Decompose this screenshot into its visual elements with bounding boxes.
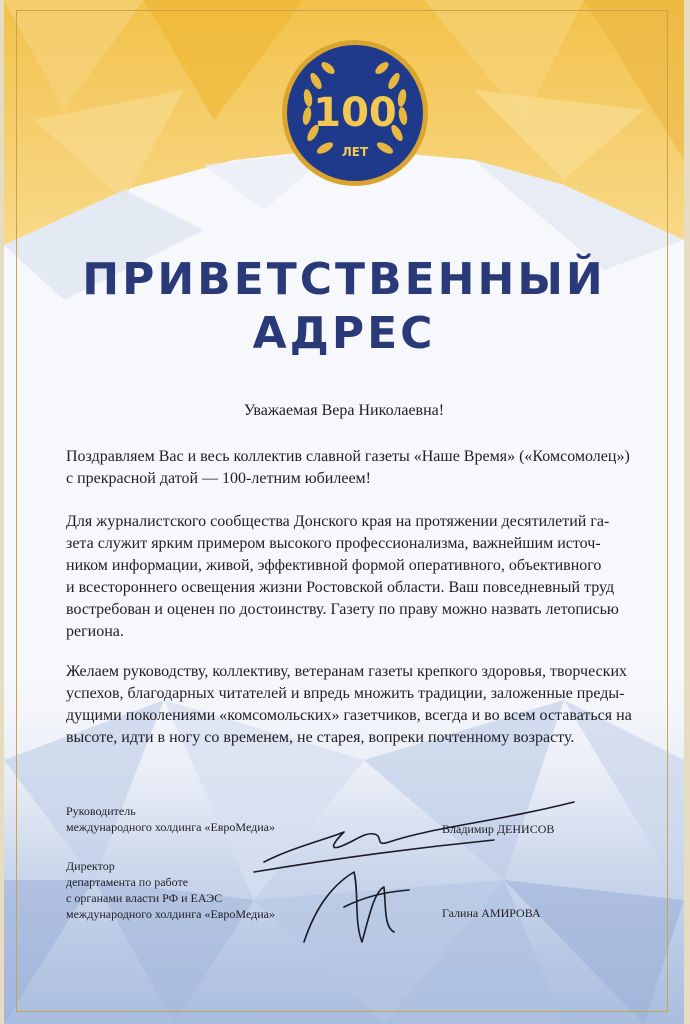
text-line: Поздравляем Вас и весь коллектив славной газеты «Наше Время» («Комсомолец»): [66, 448, 630, 465]
position-line: с органами власти РФ и ЕАЭС: [66, 891, 223, 905]
signatory1-name: Владимир ДЕНИСОВ: [442, 822, 555, 836]
text-line: востребован и оценен по достоинству. Газету по праву можно назвать летописью: [66, 601, 619, 618]
paragraph-congratulation: [66, 446, 644, 490]
anniversary-emblem: [280, 38, 430, 188]
text-line: Желаем руководству, коллективу, ветеранам газеты крепкого здоровья, творческих: [66, 663, 627, 680]
text-line: ником информации, живой, эффективной формой оперативного, объективного: [66, 557, 602, 574]
handwritten-signature: [234, 792, 614, 952]
emblem-number: 100: [313, 90, 397, 136]
text-line: Для журналистского сообщества Донского края на протяжении десятилетий га-: [66, 513, 610, 530]
text-line: региона.: [66, 623, 124, 640]
certificate-page: [4, 0, 684, 1024]
text-line: и всестороннего освещения жизни Ростовской области. Ваш повседневный труд: [66, 579, 615, 596]
greeting: Уважаемая Вера Николаевна!: [243, 402, 445, 419]
position-line: Директор: [66, 859, 115, 873]
text-line: с прекрасной датой — 100-летним юбилеем!: [66, 470, 371, 487]
text-line: дущими поколениями «комсомольских» газетчиков, всегда и во всем оставаться на: [66, 707, 632, 724]
paragraph-body: [66, 511, 644, 643]
signatory2-name: Галина АМИРОВА: [442, 906, 541, 920]
paragraph-wishes: [66, 661, 644, 749]
document-title-line2: АДРЕС: [252, 308, 436, 359]
text-line: высоте, идти в ногу со временем, не старея, вопреки почтенному возрасту.: [66, 729, 575, 746]
text-line: зета служит ярким примером высокого профессионализма, важнейшим источ-: [66, 535, 601, 552]
emblem-label: ЛЕТ: [341, 145, 369, 159]
text-line: успехов, благодарных читателей и впредь множить традиции, заложенные преды-: [66, 685, 625, 702]
position-line: международного холдинга «ЕвроМедиа»: [66, 820, 275, 834]
position-line: Руководитель: [66, 804, 136, 818]
position-line: международного холдинга «ЕвроМедиа»: [66, 907, 275, 921]
document-title-line1: ПРИВЕТСТВЕННЫЙ: [82, 254, 606, 305]
position-line: департамента по работе: [66, 875, 189, 889]
